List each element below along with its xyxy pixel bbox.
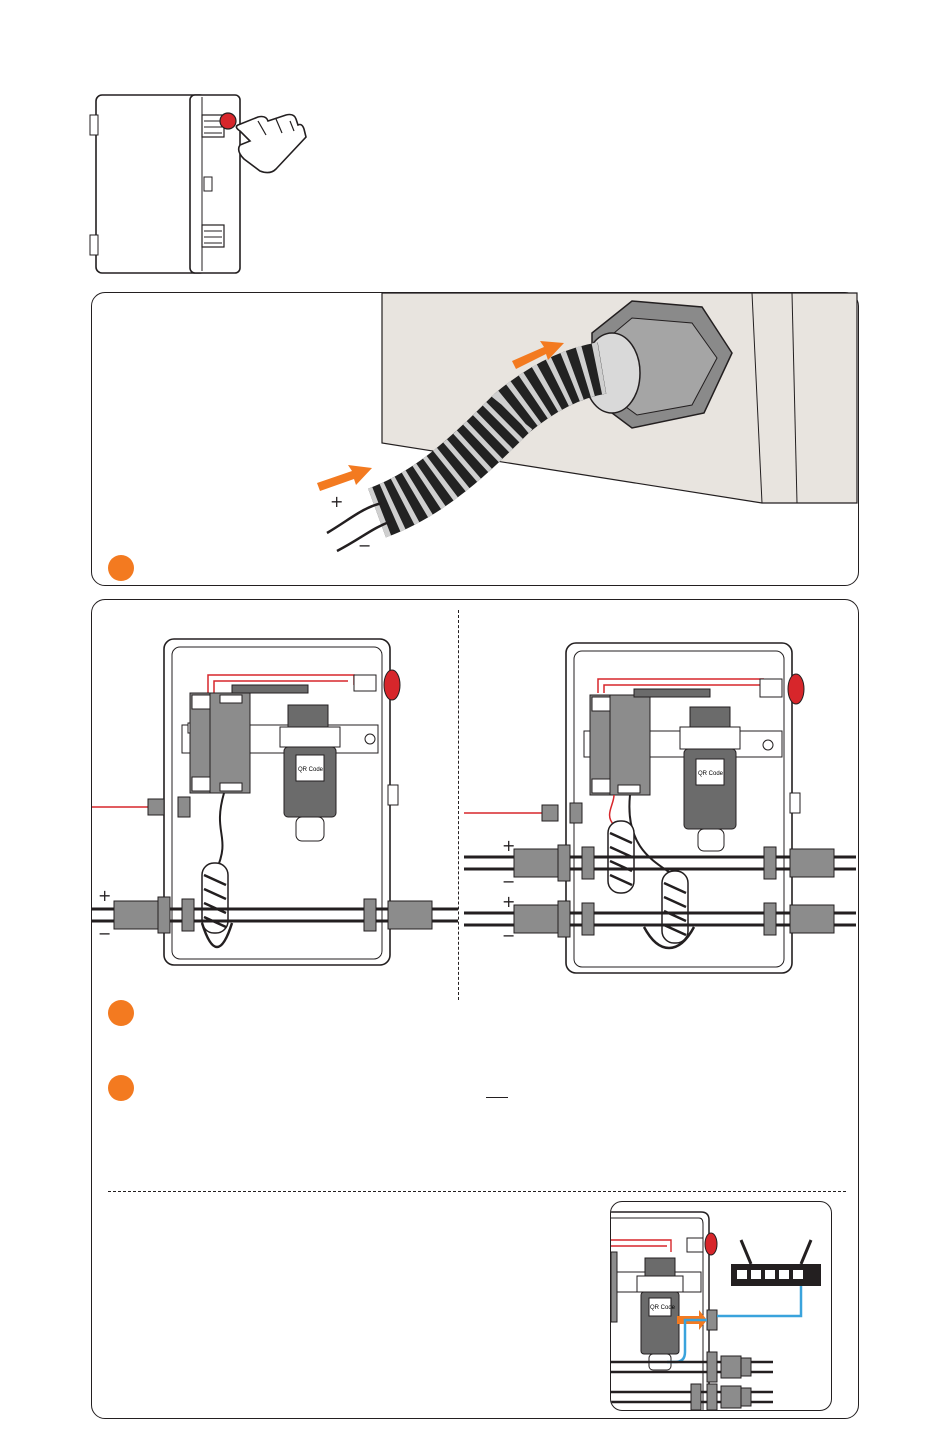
plus-label: + — [98, 886, 112, 905]
plus-label: + — [330, 492, 344, 511]
panel-divider — [458, 610, 459, 1000]
plus-label-bottom: + — [502, 892, 516, 911]
minus-label: − — [358, 536, 372, 555]
step-dot-1 — [108, 555, 134, 581]
section-divider — [108, 1191, 846, 1192]
qr-code-label: QR Code — [650, 1305, 676, 1311]
overline-mark — [486, 1097, 508, 1098]
wiring-diagram-single — [92, 635, 458, 975]
minus-label: − — [98, 924, 112, 943]
plus-label-top: + — [502, 836, 516, 855]
enclosure-button-illustration — [80, 85, 320, 285]
network-inset-illustration — [611, 1202, 831, 1410]
qr-code-label: QR Code — [698, 771, 724, 777]
conduit-illustration — [92, 293, 857, 583]
minus-label-top: − — [502, 872, 516, 891]
network-inset-frame — [610, 1201, 832, 1411]
minus-label-bottom: − — [502, 926, 516, 945]
step-dot-2 — [108, 1000, 134, 1026]
wiring-diagram-dual — [464, 635, 856, 975]
step-dot-3 — [108, 1075, 134, 1101]
qr-code-label: QR Code — [298, 767, 324, 773]
